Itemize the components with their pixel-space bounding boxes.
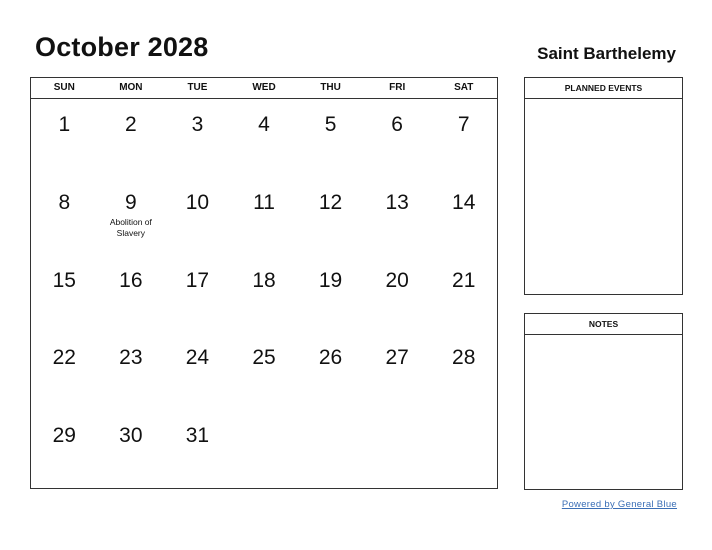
day-number: 17: [185, 268, 210, 292]
holiday-label: Abolition of Slavery: [109, 216, 152, 238]
weeks-grid: [31, 99, 497, 488]
day-cell: [231, 99, 298, 177]
day-cell: [430, 332, 497, 410]
day-number: 31: [185, 424, 210, 448]
day-cell: [297, 99, 364, 177]
month-grid: [30, 77, 498, 489]
day-cell: [297, 177, 364, 255]
page-title: October 2028: [35, 32, 209, 62]
day-number: 30: [119, 424, 143, 448]
notes-panel: [524, 313, 683, 490]
day-number: 1: [58, 113, 71, 136]
day-number: 4: [258, 113, 270, 136]
day-number: 24: [185, 346, 210, 370]
planned-events-header: PLANNED EVENTS: [525, 78, 682, 99]
day-cell: [430, 255, 497, 333]
day-number: 23: [119, 346, 143, 370]
day-cell: [164, 332, 231, 410]
notes-header: NOTES: [525, 314, 682, 335]
day-number: 16: [119, 268, 143, 292]
day-cell: [297, 255, 364, 333]
day-cell: [98, 410, 165, 488]
day-cell: [364, 177, 431, 255]
day-number: 6: [391, 113, 403, 136]
day-number: 15: [52, 268, 76, 292]
day-cell: [430, 410, 497, 488]
planned-events-panel: [524, 77, 683, 295]
day-number: 9: [125, 190, 137, 214]
day-number: 3: [191, 113, 204, 136]
day-number: 7: [457, 113, 470, 136]
dow-fri: FRI: [389, 82, 406, 93]
day-of-week-header: [31, 78, 497, 99]
day-cell: [98, 332, 165, 410]
day-number: 18: [252, 268, 276, 292]
day-number: 27: [385, 346, 409, 370]
day-number: 2: [125, 113, 137, 136]
dow-thu: THU: [320, 82, 341, 93]
powered-by-link[interactable]: Powered by General Blue: [561, 499, 677, 510]
day-number: 11: [253, 190, 275, 214]
day-cell: [231, 255, 298, 333]
day-number: 12: [318, 190, 343, 214]
day-cell: [364, 332, 431, 410]
day-cell: [98, 255, 165, 333]
dow-sat: SAT: [454, 82, 474, 93]
day-number: 8: [58, 190, 71, 214]
day-number: 25: [252, 346, 276, 370]
day-cell: [98, 177, 165, 255]
day-number: 20: [385, 268, 409, 292]
day-number: 21: [452, 268, 476, 292]
day-cell: [297, 410, 364, 488]
day-cell: [98, 99, 165, 177]
dow-mon: MON: [119, 82, 143, 93]
day-cell: [164, 99, 231, 177]
day-cell: [31, 255, 98, 333]
day-cell: [164, 177, 231, 255]
day-number: 22: [52, 346, 76, 370]
dow-tue: TUE: [187, 82, 208, 93]
day-cell: [231, 177, 298, 255]
region-name: Saint Barthelemy: [537, 44, 676, 63]
day-number: 13: [385, 190, 409, 214]
day-number: 19: [318, 268, 343, 292]
dow-sun: SUN: [53, 82, 75, 93]
day-cell: [31, 177, 98, 255]
day-number: 10: [185, 190, 210, 214]
day-cell: [231, 410, 298, 488]
day-cell: [31, 332, 98, 410]
day-cell: [364, 99, 431, 177]
day-cell: [31, 99, 98, 177]
day-cell: [430, 177, 497, 255]
day-cell: [364, 255, 431, 333]
day-cell: [364, 410, 431, 488]
dow-wed: WED: [252, 82, 276, 93]
day-cell: [430, 99, 497, 177]
day-cell: [231, 332, 298, 410]
day-number: 29: [52, 424, 76, 448]
day-number: 28: [452, 346, 476, 370]
day-cell: [297, 332, 364, 410]
day-number: 5: [324, 113, 337, 136]
day-cell: [164, 410, 231, 488]
day-number: 14: [452, 190, 476, 214]
day-cell: [164, 255, 231, 333]
day-cell: [31, 410, 98, 488]
day-number: 26: [318, 346, 343, 370]
